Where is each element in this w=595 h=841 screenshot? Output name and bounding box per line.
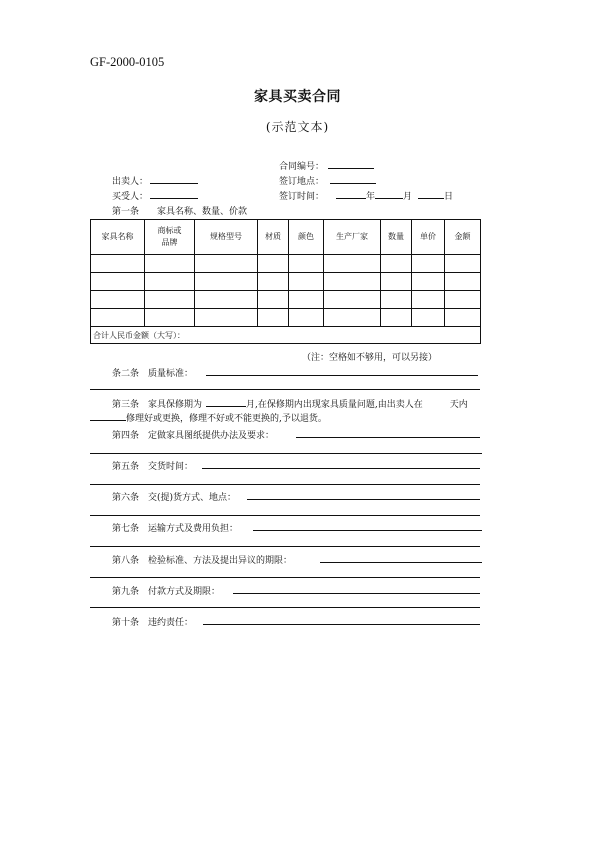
table-cell[interactable] — [91, 291, 145, 309]
table-cell[interactable] — [145, 273, 195, 291]
repair-days-blank — [90, 410, 126, 421]
sign-place-label: 签订地点： — [279, 177, 325, 187]
clause-9-line — [233, 593, 480, 594]
total-amount-label: 合计人民币金额（大写）： — [91, 327, 481, 344]
table-cell[interactable] — [195, 255, 258, 273]
clause-6-line-2 — [90, 515, 480, 516]
goods-table — [90, 219, 481, 344]
table-header-cell: 材质 — [258, 220, 289, 255]
table-cell[interactable] — [258, 273, 289, 291]
table-header-cell: 规格型号 — [195, 220, 258, 255]
table-cell[interactable] — [145, 291, 195, 309]
table-cell[interactable] — [145, 255, 195, 273]
clause-4-line-2 — [90, 453, 482, 454]
clause-10-line — [203, 624, 480, 625]
clause-3-line-2 — [90, 410, 327, 424]
table-header-cell: 家具名称 — [91, 220, 145, 255]
table-cell[interactable] — [91, 309, 145, 327]
table-cell[interactable] — [324, 291, 381, 309]
table-cell[interactable] — [195, 291, 258, 309]
table-header-cell: 生产厂家 — [324, 220, 381, 255]
clause-5-line — [202, 468, 480, 469]
table-header-cell: 颜色 — [289, 220, 324, 255]
table-row — [91, 273, 481, 291]
sign-time-field — [279, 188, 453, 202]
clause-8-line-2 — [90, 577, 480, 578]
buyer-field — [112, 188, 198, 202]
table-cell[interactable] — [289, 273, 324, 291]
sign-time-label: 签订时间： — [279, 192, 325, 202]
clause-3-part-2: 月,在保修期内出现家具质量问题,由出卖人在 — [246, 400, 423, 410]
clause-8-line — [320, 562, 482, 563]
table-cell[interactable] — [445, 309, 481, 327]
seller-label: 出卖人： — [112, 177, 149, 187]
table-cell[interactable] — [195, 309, 258, 327]
table-cell[interactable] — [445, 291, 481, 309]
seller-blank — [150, 173, 198, 184]
clause-10-label: 第十条 违约责任： — [112, 618, 194, 628]
contract-number-label: 合同编号： — [279, 162, 325, 172]
clause-3-part-3: 天内 — [449, 400, 468, 410]
table-row — [91, 309, 481, 327]
clause-7-line-2 — [90, 546, 480, 547]
table-cell[interactable] — [145, 309, 195, 327]
clause-6-line — [247, 499, 480, 500]
clause-4-line — [296, 437, 480, 438]
table-cell[interactable] — [258, 255, 289, 273]
table-cell[interactable] — [445, 273, 481, 291]
table-cell[interactable] — [195, 273, 258, 291]
table-cell[interactable] — [324, 255, 381, 273]
document-title: 家具买卖合同 — [254, 89, 341, 105]
table-note: （注：空格如不够用，可以另接） — [302, 353, 438, 363]
table-cell[interactable] — [289, 255, 324, 273]
table-row — [91, 291, 481, 309]
table-cell[interactable] — [258, 291, 289, 309]
document-subtitle: (示范文本) — [265, 120, 330, 134]
table-cell[interactable] — [381, 291, 412, 309]
seller-field — [112, 173, 198, 187]
clause-1-heading: 第一条 家具名称、数量、价款 — [112, 207, 248, 217]
table-cell[interactable] — [91, 273, 145, 291]
table-cell[interactable] — [412, 255, 445, 273]
sign-place-field — [279, 173, 376, 187]
table-cell[interactable] — [324, 273, 381, 291]
clause-3-part-4: 修理好或更换，修理不好或不能更换的,予以退货。 — [126, 414, 327, 424]
clause-4-label: 第四条 定做家具图纸提供办法及要求： — [112, 431, 275, 441]
clause-9-label: 第九条 付款方式及期限： — [112, 587, 221, 597]
table-cell[interactable] — [381, 273, 412, 291]
table-row — [91, 255, 481, 273]
buyer-label: 买受人： — [112, 192, 149, 202]
table-header-cell: 金额 — [445, 220, 481, 255]
clause-9-line-2 — [90, 607, 480, 608]
clause-7-label: 第七条 运输方式及费用负担： — [112, 524, 239, 534]
month-blank — [375, 188, 403, 199]
contract-number-field — [279, 158, 374, 172]
table-cell[interactable] — [381, 309, 412, 327]
day-label: 日 — [444, 192, 454, 202]
table-cell[interactable] — [91, 255, 145, 273]
clause-8-label: 第八条 检验标准、方法及提出异议的期限： — [112, 556, 293, 566]
table-cell[interactable] — [324, 309, 381, 327]
year-blank — [336, 188, 366, 199]
clause-5-label: 第五条 交货时间： — [112, 462, 194, 472]
table-header-cell: 单价 — [412, 220, 445, 255]
table-cell[interactable] — [289, 291, 324, 309]
table-header-row — [91, 220, 481, 255]
clause-6-label: 第六条 交(提)货方式、地点： — [112, 493, 237, 503]
table-cell[interactable] — [412, 309, 445, 327]
table-header-cell: 数量 — [381, 220, 412, 255]
clause-7-line — [253, 530, 482, 531]
sign-place-blank — [330, 173, 376, 184]
clause-2-line-2 — [90, 389, 480, 390]
clause-2-line — [206, 375, 478, 376]
table-cell[interactable] — [412, 291, 445, 309]
clause-5-line-2 — [90, 484, 480, 485]
warranty-months-blank — [206, 396, 246, 407]
year-label: 年 — [366, 192, 376, 202]
clause-3-part-1: 第三条 家具保修期为 — [112, 400, 203, 410]
table-cell[interactable] — [412, 273, 445, 291]
day-blank — [418, 188, 444, 199]
table-header-cell: 商标或 品牌 — [145, 220, 195, 255]
table-cell[interactable] — [289, 309, 324, 327]
contract-number-blank — [328, 158, 374, 169]
month-label: 月 — [403, 192, 413, 202]
clause-2-label: 条二条 质量标准： — [112, 369, 194, 379]
document-code: GF-2000-0105 — [90, 55, 165, 69]
table-cell[interactable] — [445, 255, 481, 273]
clause-3-line-1 — [112, 396, 468, 410]
table-total-row — [91, 327, 481, 344]
buyer-blank — [150, 188, 198, 199]
table-cell[interactable] — [381, 255, 412, 273]
table-cell[interactable] — [258, 309, 289, 327]
